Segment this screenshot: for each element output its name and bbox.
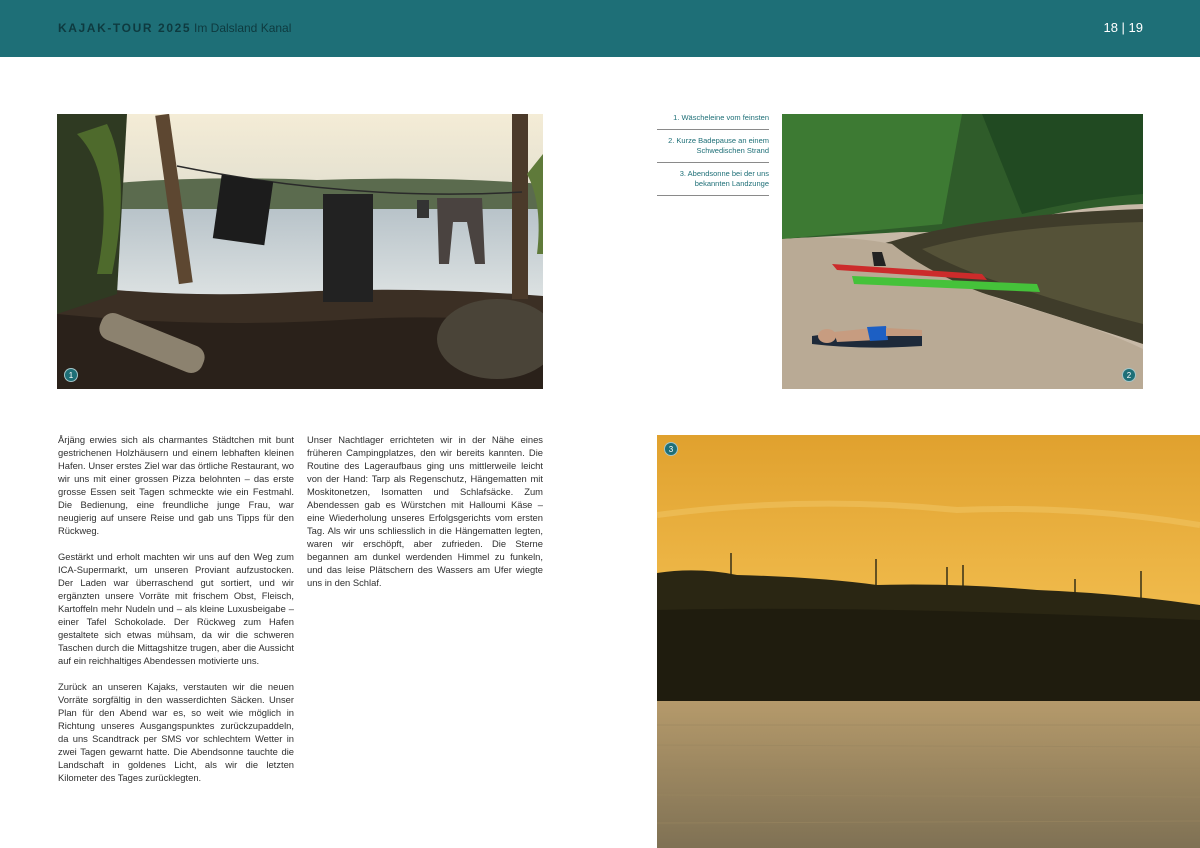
photo-sunset-lake	[657, 435, 1200, 848]
caption-item: 3. Abendsonne bei der uns bekannten Landzunge	[657, 169, 769, 196]
sunset-image	[657, 435, 1200, 848]
clothesline-image	[57, 114, 543, 389]
photo-beach-kayaks	[782, 114, 1143, 389]
paragraph: Zurück an unseren Kajaks, verstauten wir die neuen Vorräte sorgfältig in den wasserdichten Säcken. Unser Plan für den Abend war es, so weit wie möglich in Richtung unseres Ausgangspunktes zurückzupaddeln, da uns Scandtrack per SMS vor schlechtem Wetter in zwei Tagen gewarnt hatte. Die Abendsonne tauchte die Landschaft in goldenes Licht, als wir die letzten Kilometer des Tages zurücklegten.	[58, 681, 294, 783]
caption-item: 1. Wäscheleine vom feinsten	[657, 113, 769, 130]
page-header	[0, 0, 1200, 57]
beach-image	[782, 114, 1143, 389]
paragraph: Årjäng erwies sich als charmantes Städtchen mit bunt gestrichenen Holzhäusern und einem lebhaften kleinen Hafen. Unser erstes Ziel war das örtliche Restaurant, wo wir uns mit einer grossen Pizza belohnten – das erste grosse Essen seit Tagen schmeckte wie ein Festmahl. Die Bedienung, eine freundliche junge Frau, war neugierig auf unsere Reise und gab uns Tipps für den Rückweg.	[58, 434, 294, 536]
paragraph: Unser Nachtlager errichteten wir in der Nähe eines früheren Campingplatzes, den wir bereits kannten. Die Routine des Lageraufbaus ging uns mittlerweile leicht von der Hand: Tarp als Regenschutz, Hängematten mit Moskitonetzen, Isomatten und Schlafsäcke. Zum Abendessen gab es Würstchen mit Halloumi Käse – eine Wiederholung unseres Erfolgsgerichts vom ersten Tag. Als wir uns schliesslich in die Hängematten legten, waren wir erschöpft, aber zufrieden. Die Sterne begannen am dunkel werdenden Himmel zu funkeln, und das leise Plätschern des Wassers am Ufer wiegte uns in den Schlaf.	[307, 434, 543, 588]
photo-captions	[657, 113, 769, 202]
magazine-title: KAJAK-TOUR 2025	[58, 21, 192, 35]
page-numbers: 18 | 19	[1103, 20, 1143, 35]
section-subtitle: Im Dalsland Kanal	[194, 21, 292, 35]
paragraph: Gestärkt und erholt machten wir uns auf den Weg zum ICA-Supermarkt, um unseren Proviant aufzustocken. Der Laden war überraschend gut sortiert, und wir ergänzten unsere Vorräte mit frischem Obst, Fleisch, Kartoffeln mehr Nudeln und – als kleine Luxusbeigabe – einer Tafel Schokolade. Der Rückweg zum Hafen gestaltete sich etwas mühsam, da wir die schweren Taschen durch die Mittagshitze trugen, aber die Aussicht auf ein reichhaltiges Abendessen motivierte uns.	[58, 551, 294, 666]
photo-number-badge: 1	[64, 368, 78, 382]
photo-clothesline	[57, 114, 543, 389]
text-column-1	[58, 433, 294, 797]
photo-number-badge: 3	[664, 442, 678, 456]
photo-number-badge: 2	[1122, 368, 1136, 382]
caption-item: 2. Kurze Badepause an einem Schwedischen Strand	[657, 136, 769, 163]
text-column-2	[307, 433, 543, 602]
